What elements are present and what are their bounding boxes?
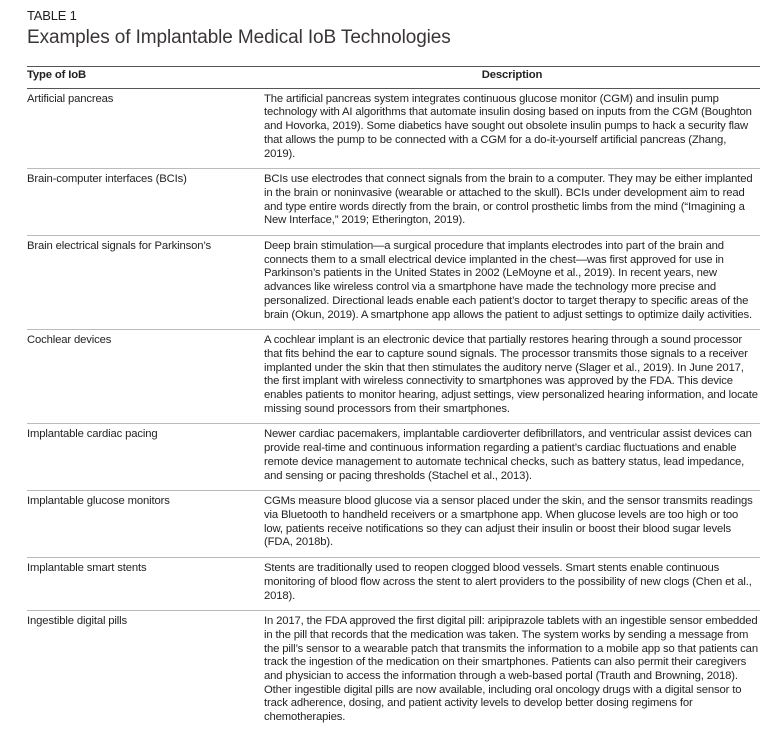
row-description: CGMs measure blood glucose via a sensor placed under the skin, and the sensor transmits readings via Bluetooth to handheld receivers or a smartphone app. When glucose levels are too high or too low, patients receive notifications so they can adjust their insulin or boost their blood sugar levels (FDA, 2018b). <box>264 491 760 558</box>
table-row <box>27 236 760 330</box>
row-type: Brain electrical signals for Parkinson’s <box>27 236 264 330</box>
header-type: Type of IoB <box>27 67 264 89</box>
table-row <box>27 611 760 732</box>
row-type: Implantable smart stents <box>27 558 264 611</box>
row-type: Implantable glucose monitors <box>27 491 264 558</box>
row-type: Artificial pancreas <box>27 88 264 169</box>
table-caption: TABLE 1 <box>27 8 77 23</box>
row-type: Brain-computer interfaces (BCIs) <box>27 169 264 236</box>
row-type: Implantable cardiac pacing <box>27 424 264 491</box>
row-description: BCIs use electrodes that connect signals from the brain to a computer. They may be either implanted in the brain or noninvasive (wearable or attached to the skull). BCIs under development aim to read and type entire words directly from the brain, or control prosthetic limbs from the mind (“Imagining a New Interface,” 2019; Etherington, 2019). <box>264 169 760 236</box>
row-description: Deep brain stimulation—a surgical procedure that implants electrodes into part of the brain and connects them to a small electrical device implanted in the chest—was first approved for use in Parkinson’s patients in the United States in 2002 (LeMoyne et al., 2019). In recent years, new advances like wireless control via a smartphone have made the technology more precise and personalized. Directional leads enable each patient’s doctor to target therapy to specific areas of the brain (Okun, 2019). A smartphone app allows the patient to adjust settings to optimize daily activities. <box>264 236 760 330</box>
iob-table <box>27 66 760 732</box>
row-description: The artificial pancreas system integrates continuous glucose monitor (CGM) and insulin pump technology with AI algorithms that automate insulin dosing based on inputs from the CGM (Boughton and Hovorka, 2019). Some diabetics have sought out obsolete insulin pumps to hack a security flaw that allows the pump to be connected with a CGM for a do-it-yourself artificial pancreas (Zhang, 2019). <box>264 88 760 169</box>
table-row <box>27 330 760 424</box>
header-description: Description <box>264 67 760 89</box>
row-type: Ingestible digital pills <box>27 615 128 628</box>
table-row <box>27 169 760 236</box>
row-description: A cochlear implant is an electronic device that partially restores hearing through a sound processor that fits behind the ear to capture sound signals. The processor transmits those signals to a receiver implanted under the skin that then stimulates the auditory nerve (Slager et al., 2019). In June 2017, the first implant with wireless connectivity to smartphones was approved by the FDA. This device enables patients to monitor hearing, adjust settings, view personalized hearing information, and locate missing sound processors from their smartphones. <box>264 330 760 424</box>
table-title: Examples of Implantable Medical IoB Technologies <box>27 27 451 48</box>
row-description: Stents are traditionally used to reopen clogged blood vessels. Smart stents enable continuous monitoring of blood flow across the stent to alert providers to the possibility of new clogs (Chen et al., 2018). <box>264 558 760 611</box>
row-type: Cochlear devices <box>27 330 264 424</box>
table-row <box>27 558 760 611</box>
table-row <box>27 491 760 558</box>
table-row <box>27 88 760 169</box>
table-row <box>27 424 760 491</box>
table-header-row <box>27 67 760 89</box>
row-description: In 2017, the FDA approved the first digital pill: aripiprazole tablets with an ingestible sensor embedded in the pill that records that the medication was taken. The system works by sending a message from the pill’s sensor to a wearable patch that transmits the information to a mobile app so that patients can track the ingestion of the medication on their smartphones. Patients can also permit their caregivers and physician to access the information through a web-based portal (Trauth and Browning, 2018). Other ingestible digital pills are now available, including oral oncology drugs with a digital sensor to track adherence, dosing, and patient activity levels to develop better dosing regimens for chemotherapies. <box>264 615 758 724</box>
row-description: Newer cardiac pacemakers, implantable cardioverter defibrillators, and ventricular assist devices can provide real-time and continuous information regarding a patient’s cardiac fluctuations and enable remote device management to automate technical checks, such as battery status, lead impedance, and sensing or pacing thresholds (Stachel et al., 2013). <box>264 424 760 491</box>
